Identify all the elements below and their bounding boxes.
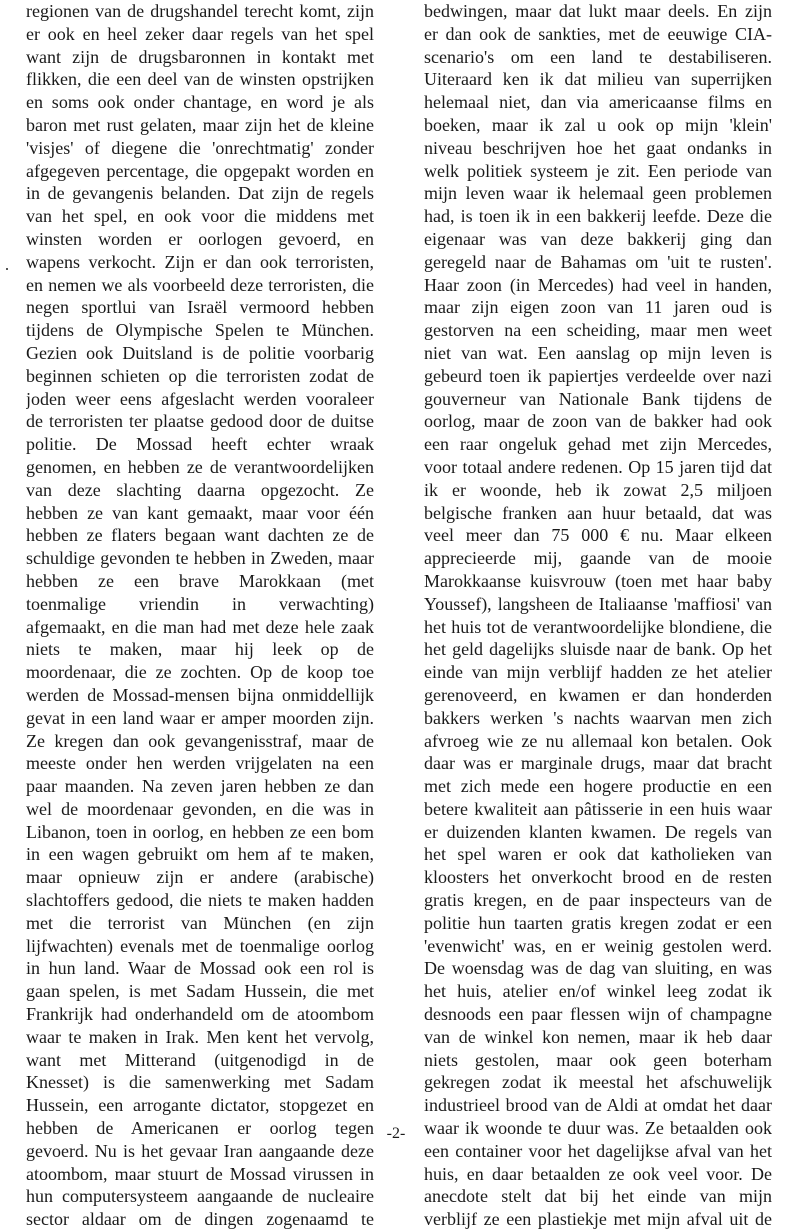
right-column-line: 'evenwicht' was, en er weinig gestolen werd.	[424, 935, 772, 956]
right-column-line: Marokkaanse kuisvrouw (toen met haar baby	[424, 570, 772, 591]
right-column-line: gerenoveerd, en kwamen er dan honderden	[424, 684, 772, 705]
right-column-line: eigenaar was van deze bakkerij ging dan	[424, 228, 772, 249]
left-column-line: de terroristen ter plaatse gedood door de duitse	[26, 411, 374, 432]
right-column-line: veel meer dan 75 000 € nu. Maar elkeen	[424, 525, 772, 546]
left-column-line: beginnen schieten op die terroristen zodat de	[26, 365, 374, 386]
left-column-line: van deze slachting daarna opgezocht. Ze	[26, 479, 374, 500]
left-column-line: in de gevangenis belanden. Dat zijn de regels	[26, 183, 374, 204]
left-column-line: meeste onder hen werden vrijgelaten na een	[26, 753, 374, 774]
right-column-line: er duizenden klanten kwamen. De regels van	[424, 821, 772, 842]
right-column-line: gratis kregen, en de paar inspecteurs van de	[424, 890, 772, 911]
left-column-line: genomen, en hebben ze de verantwoordelijken	[26, 456, 374, 477]
left-column-line: er ook en heel zeker daar regels van het spel	[26, 23, 374, 44]
right-column-line: had, is toen ik in een bakkerij leefde. Deze die	[424, 206, 772, 227]
right-column-line: er dan ook de sankties, met de eeuwige CIA-	[424, 23, 772, 44]
left-column-line: moordenaar, die ze zochten. Op de koop toe	[26, 662, 374, 683]
left-column-line: Libanon, toen in oorlog, en hebben ze een bom	[26, 821, 374, 842]
left-column-line: want zijn de drugsbaronnen in kontakt met	[26, 46, 374, 67]
left-column-line: Knesset) is die samenwerking met Sadam	[26, 1072, 374, 1093]
right-column-line: Haar zoon (in Mercedes) had veel in handen,	[424, 274, 772, 295]
left-column-line: niets te maken, maar hij leek op de	[26, 639, 374, 660]
page-number: -2-	[386, 1125, 406, 1142]
left-column-line: in hun land. Waar de Mossad ook een rol is	[26, 958, 374, 979]
left-column-line: waar te maken in Irak. Men kent het vervolg,	[26, 1026, 374, 1047]
right-column-line: politie hun taarten gratis kregen zodat er een	[424, 912, 772, 933]
left-column-line: baron met rust gelaten, maar zijn het de kleine	[26, 114, 374, 135]
left-column-line: in een wagen gebruikt om hem af te maken,	[26, 844, 374, 865]
right-column-line: kloosters het onverkocht brood en de resten	[424, 867, 772, 888]
right-column-line: een container voor het dagelijkse afval van het	[424, 1140, 772, 1161]
left-column-line: en soms ook onder chantage, en word je als	[26, 92, 374, 113]
right-column-line: waar ik woonde te duur was. Ze betaalden ook	[424, 1118, 772, 1139]
right-column-line: niveau beschrijven hoe het gaat ondanks in	[424, 137, 772, 158]
left-column-line: hebben ze een brave Marokkaan (met	[26, 570, 374, 591]
left-column-line: flikken, die een deel van de winsten opstrijken	[26, 69, 374, 90]
right-column-line: verblijf ze een plastiekje met mijn afval uit de	[424, 1209, 772, 1230]
right-column-line: mijn leven waar ik helemaal geen problemen	[424, 183, 772, 204]
right-column-line: anecdote stelt dat bij het einde van mijn	[424, 1186, 772, 1207]
right-column-line: bakkers werken 's nachts waarvan men zich	[424, 707, 772, 728]
left-column-line: sector aldaar om de dingen zogenaamd te	[26, 1209, 374, 1230]
left-column-line: hun computersysteem aangaande de nucleaire	[26, 1186, 374, 1207]
right-column-line: geregeld naar de Bahamas om 'uit te rusten'.	[424, 251, 772, 272]
left-column-line: lijfwachten) evenals met de toenmalige oorlog	[26, 935, 374, 956]
left-column-line: tijdens de Olympische Spelen te München.	[26, 320, 374, 341]
right-column-line: oorlog, maar de zoon van de bakker had ook	[424, 411, 772, 432]
left-column-line: afgemaakt, en die man had met deze hele zaak	[26, 616, 374, 637]
right-column-line: van de winkel kon nemen, maar ik heb daar	[424, 1026, 772, 1047]
left-column-line: gaan spelen, is met Sadam Hussein, die met	[26, 981, 374, 1002]
left-column-line: hebben ze van kant gemaakt, maar voor één	[26, 502, 374, 523]
left-column-line: 'visjes' of diegene die 'onrechtmatig' zonder	[26, 137, 374, 158]
left-column-line: joden weer eens afgeslacht werden vooraleer	[26, 388, 374, 409]
left-column-line: atoombom, maar stuurt de Mossad virussen in	[26, 1163, 374, 1184]
right-column-line: met zich mede een hogere productie en een	[424, 776, 772, 797]
right-column-line: einde van mijn verblijf hadden ze het atelier	[424, 662, 772, 683]
right-column-line: het huis tot de verantwoordelijke blondiene, die	[424, 616, 772, 637]
right-column-line: boeken, maar ik zal u ook op mijn 'klein'	[424, 114, 772, 135]
right-column-line: een raar ongeluk gehad met zijn Mercedes,	[424, 434, 772, 455]
left-column-line: afgegeven percentage, die opgepakt worden en	[26, 160, 374, 181]
left-column-line: hebben ze flaters begaan want dachten ze de	[26, 525, 374, 546]
left-column-line: en nemen we als voorbeeld deze terroristen, die	[26, 274, 374, 295]
left-column-line: paar maanden. Na zeven jaren hebben ze dan	[26, 776, 374, 797]
left-column-line: Gezien ook Duitsland is de politie voorbarig	[26, 342, 374, 363]
left-column-line: wapens verkocht. Zijn er dan ook terroristen,	[26, 251, 374, 272]
right-column-line: apprecieerde mij, gaande van de mooie	[424, 548, 772, 569]
right-column-line: ik er woonde, heb ik zowat 2,5 miljoen	[424, 479, 772, 500]
right-column	[424, 0, 772, 1231]
left-column-line: Ze kregen dan ook gevangenisstraf, maar de	[26, 730, 374, 751]
left-column-line: met die terrorist van München (en zijn	[26, 912, 374, 933]
right-column-line: Youssef), langsheen de Italiaanse 'maffiosi' van	[424, 593, 772, 614]
right-column-line: welk politiek systeem je zit. Een periode van	[424, 160, 772, 181]
left-column-line: werden de Mossad-mensen bijna onmiddellijk	[26, 684, 374, 705]
right-column-line: het huis, atelier en/of winkel leeg zodat ik	[424, 981, 772, 1002]
right-column-line: huis, en daar betaalden ze ook veel voor. De	[424, 1163, 772, 1184]
left-column-line: want met Mitterand (uitgenodigd in de	[26, 1049, 374, 1070]
left-column-line: van het spel, en ook voor die middens met	[26, 206, 374, 227]
right-column-line: gebeurd toen ik papiertjes verdeelde over nazi	[424, 365, 772, 386]
left-column-line: Frankrijk had onderhandeld om de atoombom	[26, 1004, 374, 1025]
left-column-line: regionen van de drugshandel terecht komt, zijn	[26, 1, 374, 21]
right-column-line: het spel waren er ook dat katholieken van	[424, 844, 772, 865]
left-column-line: maar opnieuw zijn er andere (arabische)	[26, 867, 374, 888]
left-column-line: toenmalige vriendin in verwachting)	[26, 593, 374, 614]
left-column-line: Hussein, een arrogante dictator, stopgezet en	[26, 1095, 374, 1116]
left-column-line: schuldige gevonden te hebben in Zweden, maar	[26, 548, 374, 569]
left-column-line: hebben de Americanen er oorlog tegen	[26, 1118, 374, 1139]
left-column-line: politie. De Mossad heeft echter wraak	[26, 434, 374, 455]
right-column-line: het geld dagelijks sluisde naar de bank. Op het	[424, 639, 772, 660]
left-column-line: gevoerd. Nu is het gevaar Iran aangaande deze	[26, 1140, 374, 1161]
right-column-line: bedwingen, maar dat lukt maar deels. En zijn	[424, 1, 772, 21]
right-column-line: niets gestolen, maar ook geen boterham	[424, 1049, 772, 1070]
right-column-line: gekregen zodat ik meestal het afschuwelijk	[424, 1072, 772, 1093]
right-column-line: maar zijn eigen zoon van 11 jaren oud is	[424, 297, 772, 318]
right-column-line: belgische franken aan huur betaald, dat was	[424, 502, 772, 523]
right-column-line: gestorven na een scheiding, maar men weet	[424, 320, 772, 341]
left-column-line: negen sportlui van Israël vermoord hebben	[26, 297, 374, 318]
right-column-line: niet van wat. Een aanslag op mijn leven is	[424, 342, 772, 363]
right-column-line: Uiteraard ken ik dat milieu van superrijken	[424, 69, 772, 90]
left-column-line: winsten worden er oorlogen gevoerd, en	[26, 228, 374, 249]
right-column-line: industrieel brood van de Aldi at omdat het daar	[424, 1095, 772, 1116]
right-column-line: gouverneur van Nationale Bank tijdens de	[424, 388, 772, 409]
right-column-line: desnoods een paar flessen wijn of champagne	[424, 1004, 772, 1025]
left-column-line: gevat in een land waar er amper moorden zijn.	[26, 707, 374, 728]
left-column-line: wel de moordenaar gevonden, en die was in	[26, 798, 374, 819]
right-column-line: scenario's om een land te destabiliseren.	[424, 46, 772, 67]
left-column-line: slachtoffers gedood, die niets te maken hadden	[26, 890, 374, 911]
right-column-line: voor totaal andere redenen. Op 15 jaren tijd dat	[424, 456, 772, 477]
left-column	[26, 0, 374, 1231]
right-column-line: afvroeg wie ze nu allemaal kon betalen. Ook	[424, 730, 772, 751]
right-column-line: daar was er marginale drugs, maar dat bracht	[424, 753, 772, 774]
scan-speck	[6, 268, 8, 270]
right-column-line: helemaal niet, dan via americaanse films en	[424, 92, 772, 113]
right-column-line: De woensdag was de dag van sluiting, en was	[424, 958, 772, 979]
right-column-line: betere kwaliteit aan pâtisserie in een huis waar	[424, 798, 772, 819]
